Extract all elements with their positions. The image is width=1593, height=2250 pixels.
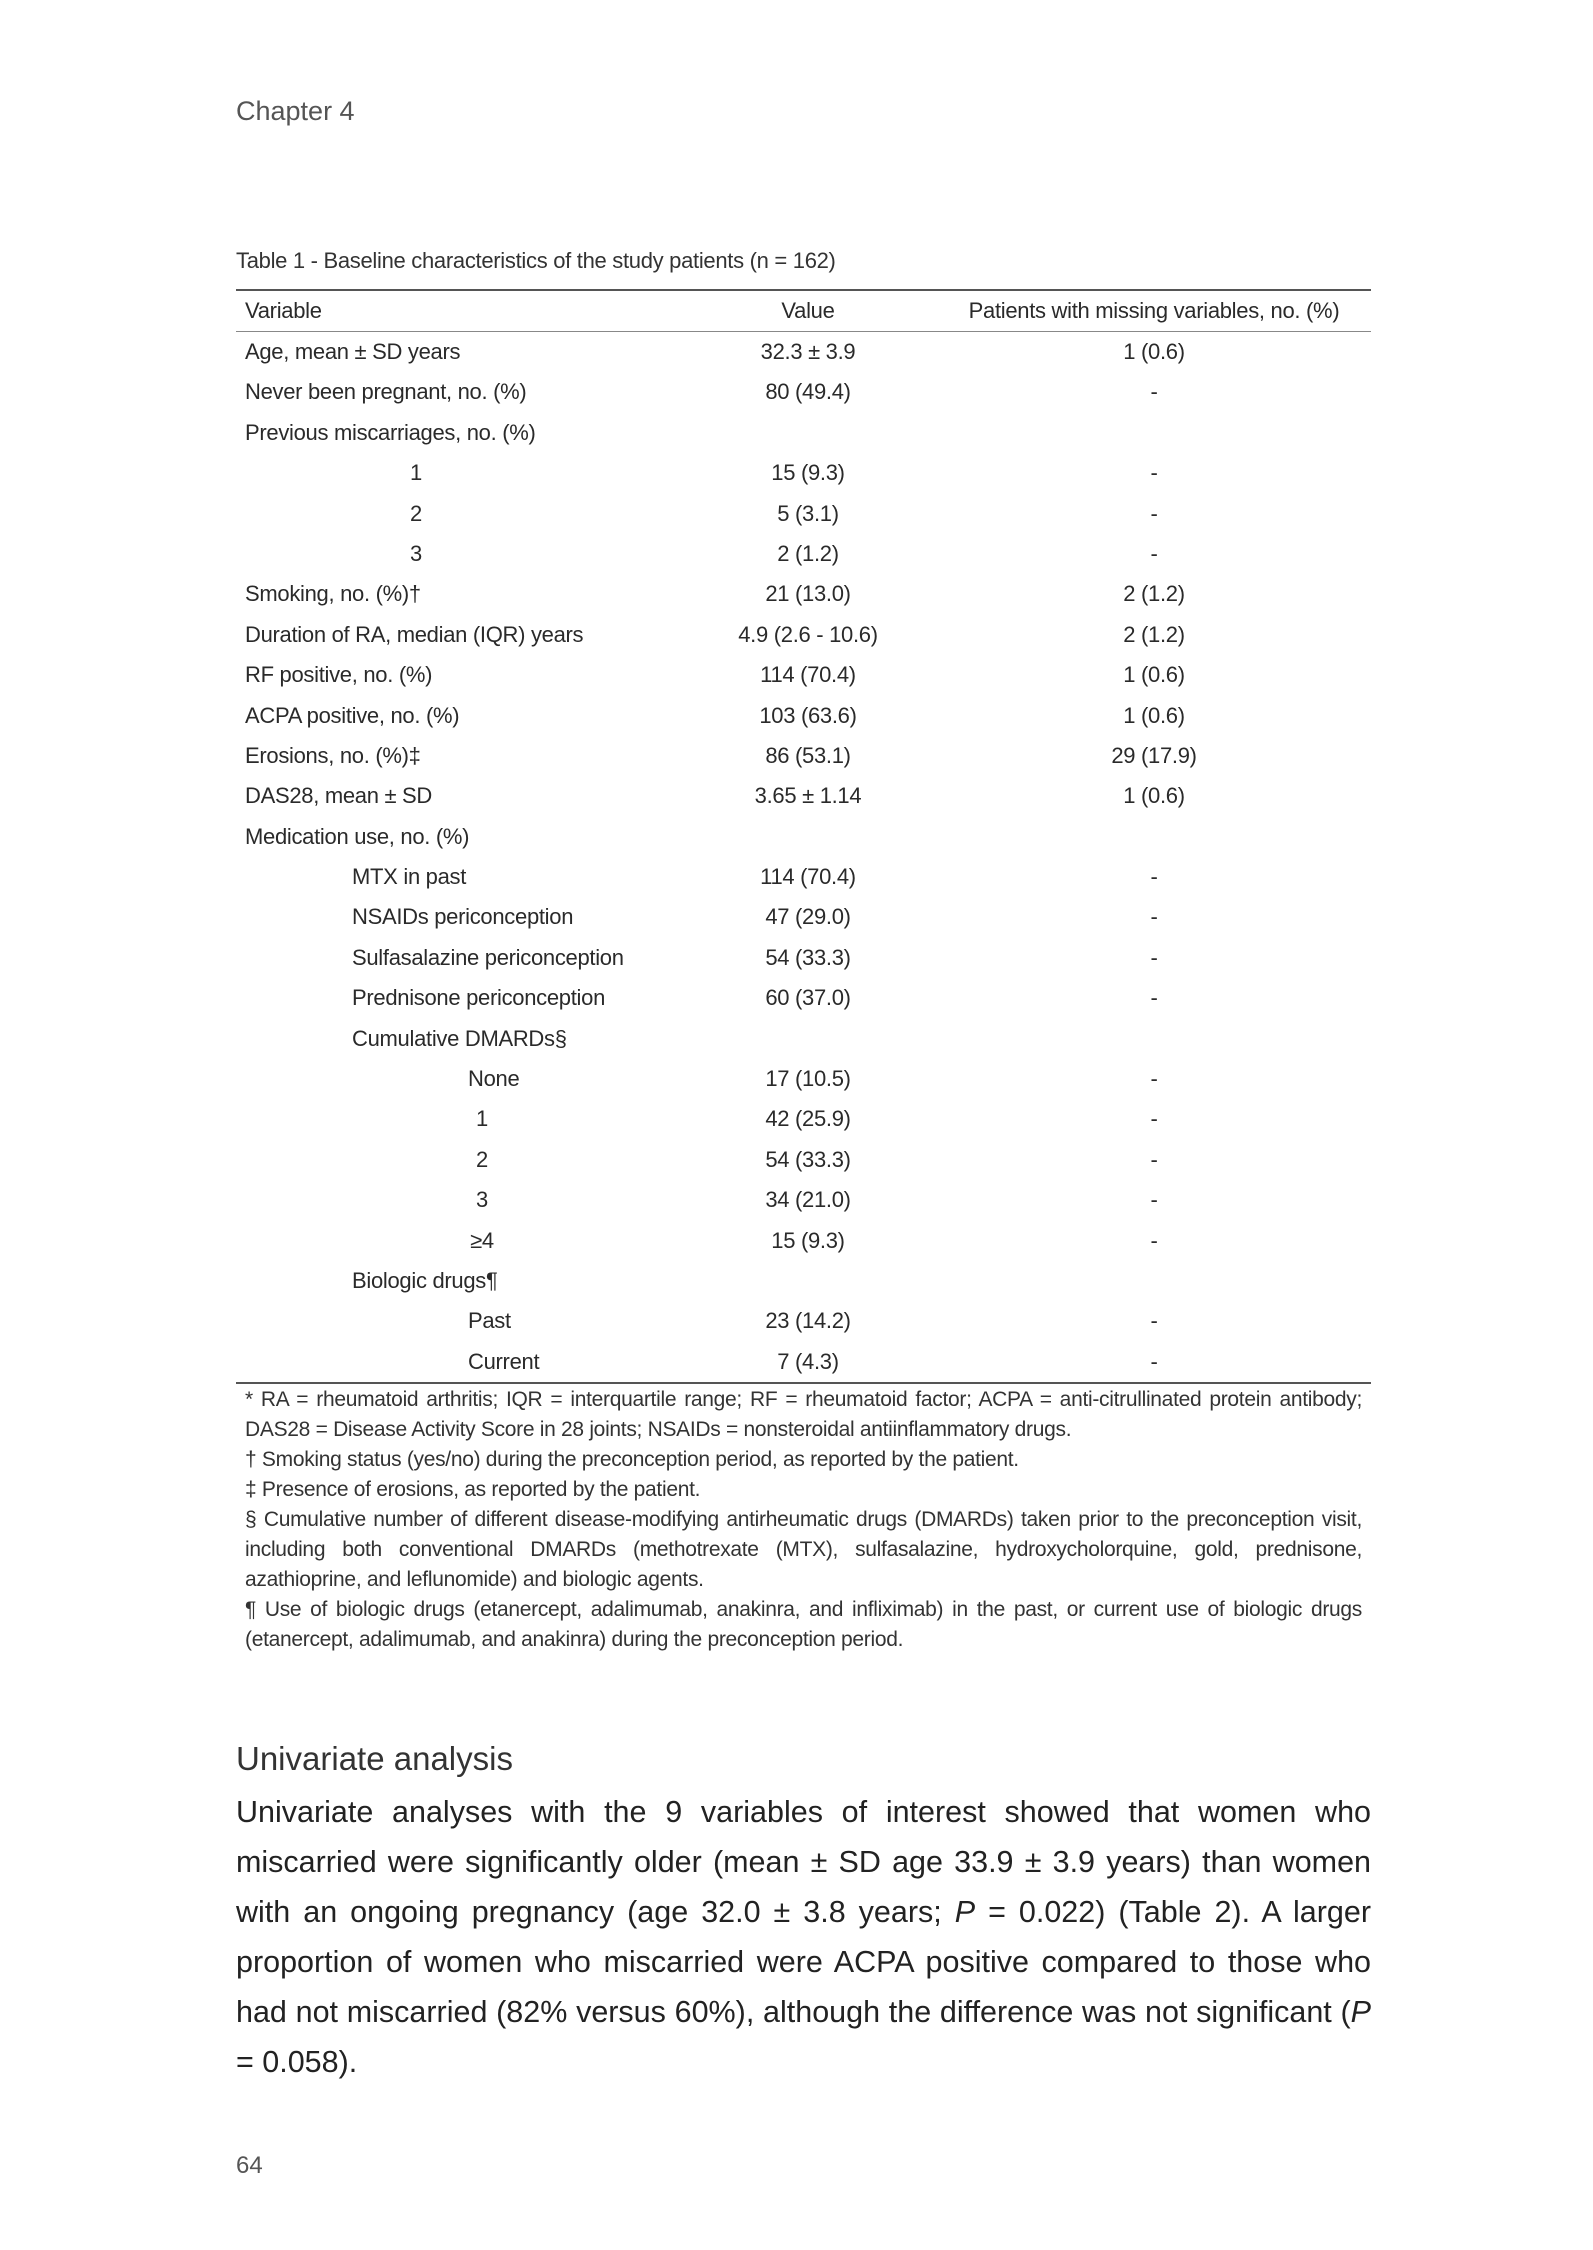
- cell-label: 2: [410, 500, 422, 526]
- cell-value: 103 (63.6): [759, 702, 857, 728]
- header-value: Value: [781, 298, 835, 323]
- header-missing: Patients with missing variables, no. (%): [968, 298, 1340, 323]
- cell-missing: -: [1150, 1227, 1158, 1253]
- cell-value: 15 (9.3): [771, 460, 845, 486]
- cell-value: 47 (29.0): [765, 904, 851, 930]
- cell-missing: -: [1150, 864, 1158, 890]
- cell-label: ≥4: [470, 1227, 494, 1253]
- table-row: [236, 1342, 1371, 1382]
- cell-value: 114 (70.4): [760, 662, 856, 688]
- table-row: [236, 736, 1371, 776]
- table-row: [236, 897, 1371, 937]
- cell-label: Duration of RA, median (IQR) years: [245, 621, 584, 647]
- cell-label: DAS28, mean ± SD: [245, 783, 433, 809]
- cell-missing: -: [1150, 1308, 1158, 1334]
- cell-label: ACPA positive, no. (%): [245, 702, 460, 728]
- cell-value: 42 (25.9): [765, 1106, 851, 1132]
- cell-label: 2: [476, 1146, 488, 1172]
- section-heading: Univariate analysis: [236, 1740, 513, 1777]
- cell-label: 3: [476, 1187, 488, 1213]
- table-row: [236, 453, 1371, 493]
- cell-missing: 1 (0.6): [1123, 702, 1185, 728]
- cell-missing: -: [1150, 379, 1158, 405]
- table-row: [236, 1180, 1371, 1220]
- body-paragraph: [236, 1787, 1371, 2087]
- cell-missing: -: [1150, 500, 1158, 526]
- cell-missing: -: [1150, 1187, 1158, 1213]
- cell-value: 60 (37.0): [765, 985, 851, 1011]
- cell-label: NSAIDs periconception: [352, 904, 574, 930]
- cell-label: Age, mean ± SD years: [245, 339, 461, 364]
- footnote: ‡ Presence of erosions, as reported by the patient.: [245, 1478, 701, 1501]
- cell-label: Erosions, no. (%)‡: [245, 742, 421, 768]
- cell-value: 32.3 ± 3.9: [760, 339, 856, 364]
- table-row: [236, 978, 1371, 1018]
- footnote: ¶ Use of biologic drugs (etanercept, adalimumab, anakinra, and infliximab) in the past, or current use of biologic drugs (etanercept, adalimumab, and anakinra) during the preconception period.: [245, 1598, 1362, 1651]
- table-row: [236, 1099, 1371, 1139]
- cell-value: 86 (53.1): [765, 742, 851, 768]
- cell-missing: 1 (0.6): [1123, 783, 1185, 809]
- cell-label: 1: [410, 460, 422, 486]
- cell-label: Prednisone periconception: [352, 985, 606, 1011]
- italic-symbol: P: [954, 1895, 976, 1929]
- cell-label: Never been pregnant, no. (%): [245, 379, 527, 405]
- table-row: [236, 574, 1371, 614]
- cell-missing: 2 (1.2): [1123, 581, 1185, 607]
- table-row: [236, 655, 1371, 695]
- table-row: [236, 413, 1371, 453]
- cell-missing: 2 (1.2): [1123, 621, 1185, 647]
- cell-value: 114 (70.4): [760, 864, 856, 890]
- cell-label: Previous miscarriages, no. (%): [245, 419, 536, 445]
- footnote: § Cumulative number of different disease-modifying antirheumatic drugs (DMARDs) taken prior to the preconception visit, including both conventional DMARDs (methotrexate (MTX), sulfasalazine, hydroxycholorquine, gold, prednisone, azathioprine, and leflunomide) and biologic agents.: [245, 1508, 1362, 1591]
- table-row: [236, 494, 1371, 534]
- cell-value: 34 (21.0): [765, 1187, 851, 1213]
- table-row: [236, 1019, 1371, 1059]
- table-caption: Table 1 - Baseline characteristics of the study patients (n = 162): [236, 248, 836, 273]
- cell-value: 54 (33.3): [765, 944, 851, 970]
- cell-value: 80 (49.4): [765, 379, 851, 405]
- cell-label: Cumulative DMARDs§: [352, 1025, 567, 1051]
- cell-label: MTX in past: [352, 864, 467, 890]
- cell-missing: 29 (17.9): [1111, 742, 1197, 768]
- cell-value: 17 (10.5): [765, 1066, 851, 1092]
- italic-symbol: P: [1350, 1995, 1371, 2029]
- cell-value: 54 (33.3): [765, 1146, 851, 1172]
- table-row: [236, 332, 1371, 372]
- cell-label: Medication use, no. (%): [245, 823, 470, 849]
- table-row: [236, 534, 1371, 574]
- running-head: Chapter 4: [236, 96, 355, 126]
- table-row: [236, 1221, 1371, 1261]
- cell-label: None: [468, 1066, 520, 1092]
- cell-label: 3: [410, 540, 422, 566]
- table-row: [236, 615, 1371, 655]
- cell-label: Sulfasalazine periconception: [352, 944, 624, 970]
- cell-missing: -: [1150, 904, 1158, 930]
- cell-value: 3.65 ± 1.14: [754, 783, 862, 809]
- cell-missing: 1 (0.6): [1123, 662, 1185, 688]
- paragraph-text: = 0.022) (Table 2). A larger proportion of women who miscarried were ACPA positive compared to those who had not miscarried (82% versus 60%), although the difference was not significant (: [236, 1895, 1371, 2029]
- cell-label: Smoking, no. (%)†: [245, 581, 421, 607]
- table-row: [236, 776, 1371, 816]
- table-row: [236, 857, 1371, 897]
- header-variable: Variable: [245, 298, 322, 323]
- cell-value: 7 (4.3): [777, 1348, 839, 1374]
- cell-missing: -: [1150, 540, 1158, 566]
- baseline-characteristics-table: [236, 289, 1371, 1384]
- cell-value: 2 (1.2): [777, 540, 839, 566]
- cell-label: RF positive, no. (%): [245, 662, 433, 688]
- cell-value: 23 (14.2): [765, 1308, 851, 1334]
- table-row: [236, 938, 1371, 978]
- paragraph-text: = 0.058).: [236, 2045, 358, 2079]
- table-row: [236, 1140, 1371, 1180]
- footnote: * RA = rheumatoid arthritis; IQR = interquartile range; RF = rheumatoid factor; ACPA = anti-citrullinated protein antibody; DAS28 = Disease Activity Score in 28 joints; NSAIDs = nonsteroidal antiinflammatory drugs.: [245, 1388, 1362, 1441]
- cell-label: Biologic drugs¶: [352, 1267, 498, 1293]
- cell-missing: -: [1150, 985, 1158, 1011]
- table-header-row: [236, 291, 1371, 332]
- cell-missing: -: [1150, 944, 1158, 970]
- table-row: [236, 1261, 1371, 1301]
- cell-missing: 1 (0.6): [1123, 339, 1185, 364]
- cell-missing: -: [1150, 1348, 1158, 1374]
- table-body: [236, 332, 1371, 1382]
- cell-missing: -: [1150, 460, 1158, 486]
- table-row: [236, 1059, 1371, 1099]
- footnote: † Smoking status (yes/no) during the preconception period, as reported by the patient.: [245, 1448, 1019, 1471]
- table-footnotes: [245, 1385, 1362, 1655]
- cell-value: 15 (9.3): [771, 1227, 845, 1253]
- page-number: 64: [236, 2152, 263, 2179]
- cell-label: Current: [468, 1348, 540, 1374]
- cell-value: 4.9 (2.6 - 10.6): [738, 621, 878, 647]
- table-row: [236, 1301, 1371, 1341]
- cell-value: 5 (3.1): [777, 500, 839, 526]
- cell-value: 21 (13.0): [765, 581, 851, 607]
- cell-missing: -: [1150, 1146, 1158, 1172]
- cell-missing: -: [1150, 1066, 1158, 1092]
- table-row: [236, 372, 1371, 412]
- table-row: [236, 817, 1371, 857]
- table-row: [236, 696, 1371, 736]
- cell-label: Past: [468, 1308, 511, 1334]
- cell-missing: -: [1150, 1106, 1158, 1132]
- paragraph-text: Univariate analyses with the 9 variables of interest showed that women who miscarried were significantly older (mean ± SD age 33.9 ± 3.9 years) than women with an ongoing pregnancy (age 32.0 ± 3.8 years;: [236, 1795, 1371, 1929]
- cell-label: 1: [476, 1106, 488, 1132]
